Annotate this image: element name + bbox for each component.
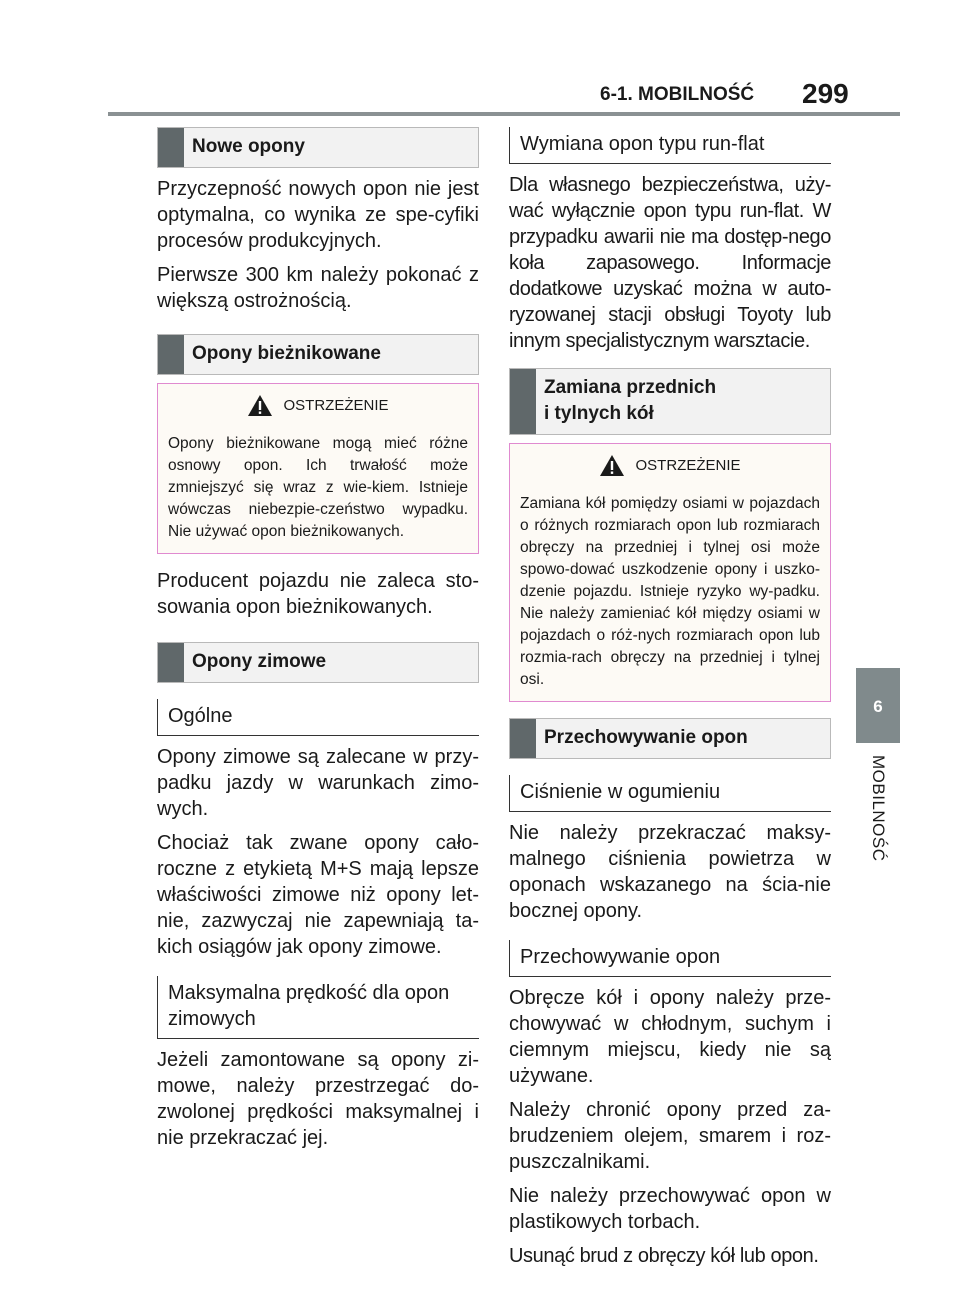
warning-header (520, 450, 820, 493)
section-marker (158, 128, 184, 167)
warning-box (509, 443, 831, 702)
paragraph: Jeżeli zamontowane są opony zi-mowe, należy przestrzegać do-zwolonej prędkości maksymalnej i nie przekraczać jej. (157, 1049, 479, 1149)
section-title-line: Zamiana przednich (544, 377, 717, 398)
paragraph: Należy chronić opony przed za-brudzeniem olejem, smarem i roz-puszczalnikami. (509, 1099, 831, 1173)
section-title: Opony bieżnikowane (192, 343, 381, 364)
page-number: 299 (802, 78, 849, 109)
warning-text: Opony bieżnikowane mogą mieć różne osnowy opon. Ich trwałość może zmniejszyć się wraz z wie-kiem. Istnieje wówczas niebezpie-czeństwo wypadku. Nie używać opon bieżnikowanych. (168, 435, 468, 540)
section-title: Przechowywanie opon (544, 727, 748, 748)
section-heading-opony-zimowe (157, 642, 479, 683)
warning-label: OSTRZEŻENIE (635, 457, 741, 474)
paragraph: Chociaż tak zwane opony cało-roczne z etykietą M+S mają lepsze właściwości zimowe niż opony let-nie, zazwyczaj nie zapewniają ta-kich osiągów jak opony zimowe. (157, 832, 479, 958)
section-marker (158, 643, 184, 682)
chapter-tab: 6 (856, 668, 900, 743)
warning-header (168, 390, 468, 433)
header-divider (108, 112, 900, 116)
paragraph: Pierwsze 300 km należy pokonać z większą ostrożnością. (157, 264, 479, 312)
paragraph: Nie należy przechowywać opon w plastikowych torbach. (509, 1185, 831, 1233)
section-heading-zamiana-kol (509, 368, 831, 435)
warning-triangle-icon (599, 454, 625, 477)
section-title (536, 369, 724, 434)
paragraph: Opony zimowe są zalecane w przy-padku jazdy w warunkach zimo-wych. (157, 746, 479, 820)
paragraph: Przyczepność nowych opon nie jest optymalna, co wynika ze spe-cyfiki procesów produkcyjnych. (157, 178, 479, 252)
paragraph: Nie należy przekraczać maksy-malnego ciśnienia powietrza w oponach wskazanego na ścia-nie bocznej opony. (509, 822, 831, 922)
paragraph: Obręcze kół i opony należy prze-chowywać w chłodnym, suchym i ciemnym miejscu, kiedy nie są używane. (509, 987, 831, 1087)
warning-label: OSTRZEŻENIE (283, 397, 389, 414)
warning-box (157, 383, 479, 554)
section-heading-przechowywanie (509, 718, 831, 759)
section-heading-opony-biezikowane (157, 334, 479, 375)
subheading-przechowywanie: Przechowywanie opon (509, 940, 831, 977)
subheading-run-flat: Wymiana opon typu run-flat (509, 127, 831, 164)
section-marker (510, 719, 536, 758)
section-marker (510, 369, 536, 434)
running-header: 6-1. MOBILNOŚĆ (600, 84, 755, 105)
right-column (509, 127, 831, 1277)
subheading-ogolne: Ogólne (157, 699, 479, 736)
subheading-cisnienie: Ciśnienie w ogumieniu (509, 775, 831, 812)
section-marker (158, 335, 184, 374)
section-title: Opony zimowe (192, 651, 327, 672)
paragraph: Usunąć brud z obręczy kół lub opon. (509, 1245, 819, 1267)
paragraph: Dla własnego bezpieczeństwa, uży-wać wyłącznie opon typu run-flat. W przypadku awarii nie ma dostęp-nego koła zapasowego. Informacje dodatkowe uzyskać można w auto-ryzowanej stacji obsługi Toyoty lub innym specjalistycznym warsztacie. (509, 174, 831, 352)
subheading-maksymalna-predkosc: Maksymalna prędkość dla opon zimowych (157, 976, 479, 1039)
section-title: Nowe opony (192, 136, 305, 157)
warning-triangle-icon (247, 394, 273, 417)
paragraph: Producent pojazdu nie zaleca sto-sowania opon bieżnikowanych. (157, 570, 479, 618)
section-title-line: i tylnych kół (544, 403, 654, 424)
section-heading-nowe-opony (157, 127, 479, 168)
chapter-label: MOBILNOŚĆ (869, 755, 888, 862)
warning-text: Zamiana kół pomiędzy osiami w pojazdach o różnych rozmiarach opon lub rozmiarach obręczy na przedniej i tylnej osi może spowo-dować uszkodzenie opony i uszko-dzenie pojazdu. Istnieje ryzyko wy-padku. Nie należy zamieniać kół między osiami w pojazdach o róż-nych rozmiarach opon lub rozmia-rach obręczy na przedniej i tylnej osi. (520, 495, 820, 688)
left-column (157, 127, 479, 1159)
